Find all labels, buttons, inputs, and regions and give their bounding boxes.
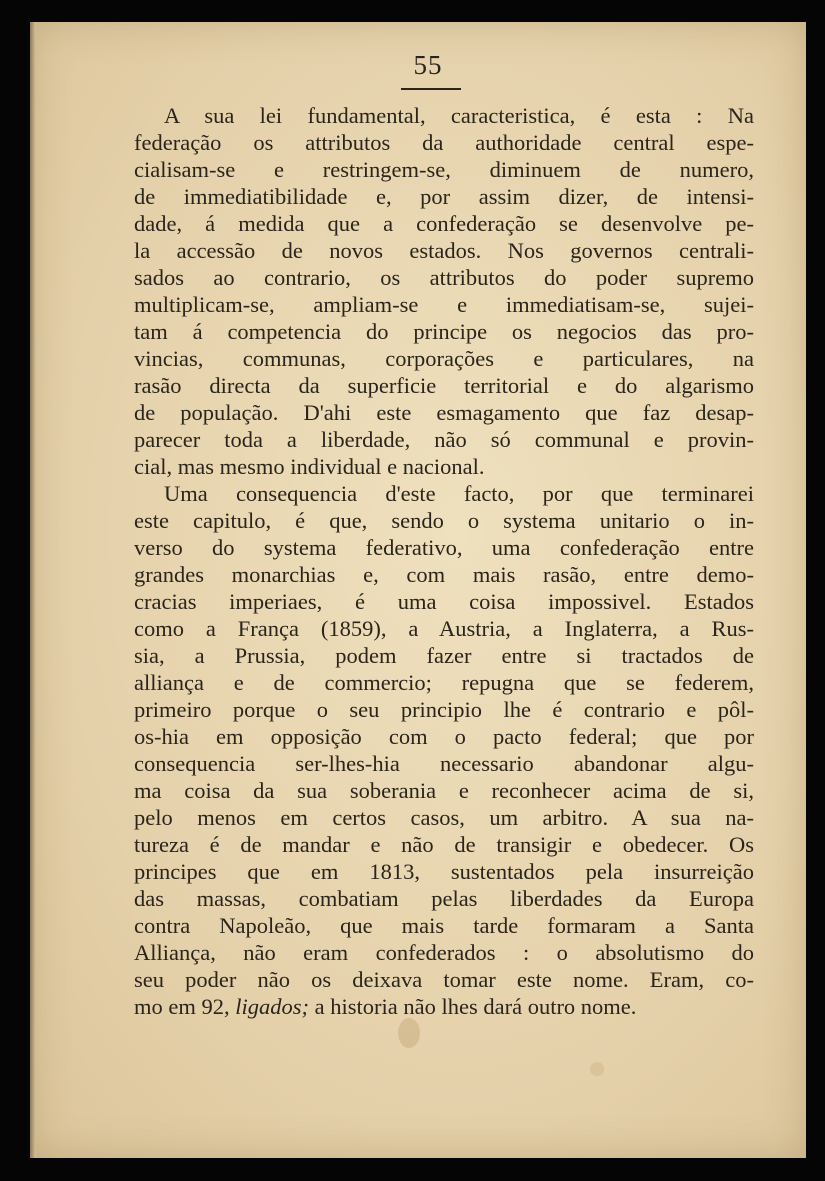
text-line: tureza é de mandar e não de transigir e obedecer. Os: [134, 832, 754, 857]
page-gutter: [30, 22, 36, 1158]
text-line: pelo menos em certos casos, um arbitro. A sua na-: [134, 805, 754, 830]
text-line: cial, mas mesmo individual e nacional.: [134, 454, 485, 479]
paragraph-1: [134, 102, 754, 480]
text-line: tam á competencia do principe os negocios das pro-: [134, 319, 754, 344]
paragraph-2: [134, 480, 754, 1020]
italic-word: ligados;: [235, 994, 310, 1019]
text-line: de população. D'ahi este esmagamento que faz desap-: [134, 400, 754, 425]
text-line: ma coisa da sua soberania e reconhecer acima de si,: [134, 778, 754, 803]
text-line: Uma consequencia d'este facto, por que terminarei: [164, 481, 754, 506]
text-line: os-hia em opposição com o pacto federal; que por: [134, 724, 754, 749]
text-line: A sua lei fundamental, caracteristica, é esta : Na: [164, 103, 754, 128]
text-line: Alliança, não eram confederados : o absolutismo do: [134, 940, 754, 965]
text-line: federação os attributos da authoridade central espe-: [134, 130, 754, 155]
text-line: parecer toda a liberdade, não só communal e provin-: [134, 427, 754, 452]
text-line: sados ao contrario, os attributos do poder supremo: [134, 265, 754, 290]
text-line-final: [134, 993, 754, 1020]
text-line: la accessão de novos estados. Nos governos centrali-: [134, 238, 754, 263]
paper-stain: [398, 1018, 420, 1048]
text-line: alliança e de commercio; repugna que se federem,: [134, 670, 754, 695]
page-number-rule: [401, 88, 461, 90]
page-number: 55: [413, 50, 443, 80]
text-line: contra Napoleão, que mais tarde formaram a Santa: [134, 913, 754, 938]
text-line: rasão directa da superficie territorial e do algarismo: [134, 373, 754, 398]
final-line-end: a historia não lhes dará outro nome.: [309, 994, 637, 1019]
text-line: consequencia ser-lhes-hia necessario abandonar algu-: [134, 751, 754, 776]
text-line: seu poder não os deixava tomar este nome. Eram, co-: [134, 967, 754, 992]
text-line: cialisam-se e restringem-se, diminuem de numero,: [134, 157, 754, 182]
paper-stain: [590, 1062, 604, 1076]
text-line: dade, á medida que a confederação se desenvolve pe-: [134, 211, 754, 236]
text-line: grandes monarchias e, com mais rasão, entre demo-: [134, 562, 754, 587]
text-line: de immediatibilidade e, por assim dizer, de intensi-: [134, 184, 754, 209]
final-line-start: mo em 92,: [134, 994, 236, 1019]
text-line: primeiro porque o seu principio lhe é contrario e pôl-: [134, 697, 754, 722]
text-line: este capitulo, é que, sendo o systema unitario o in-: [134, 508, 754, 533]
text-line: das massas, combatiam pelas liberdades da Europa: [134, 886, 754, 911]
text-line: principes que em 1813, sustentados pela insurreição: [134, 859, 754, 884]
text-line: sia, a Prussia, podem fazer entre si tractados de: [134, 643, 754, 668]
text-line: vincias, communas, corporações e particulares, na: [134, 346, 754, 371]
body-text: [134, 102, 754, 1020]
text-line: cracias imperiaes, é uma coisa impossivel. Estados: [134, 589, 754, 614]
book-page: [30, 22, 806, 1158]
text-line: verso do systema federativo, uma confederação entre: [134, 535, 754, 560]
text-line: como a França (1859), a Austria, a Inglaterra, a Rus-: [134, 616, 754, 641]
text-line: multiplicam-se, ampliam-se e immediatisam-se, sujei-: [134, 292, 754, 317]
